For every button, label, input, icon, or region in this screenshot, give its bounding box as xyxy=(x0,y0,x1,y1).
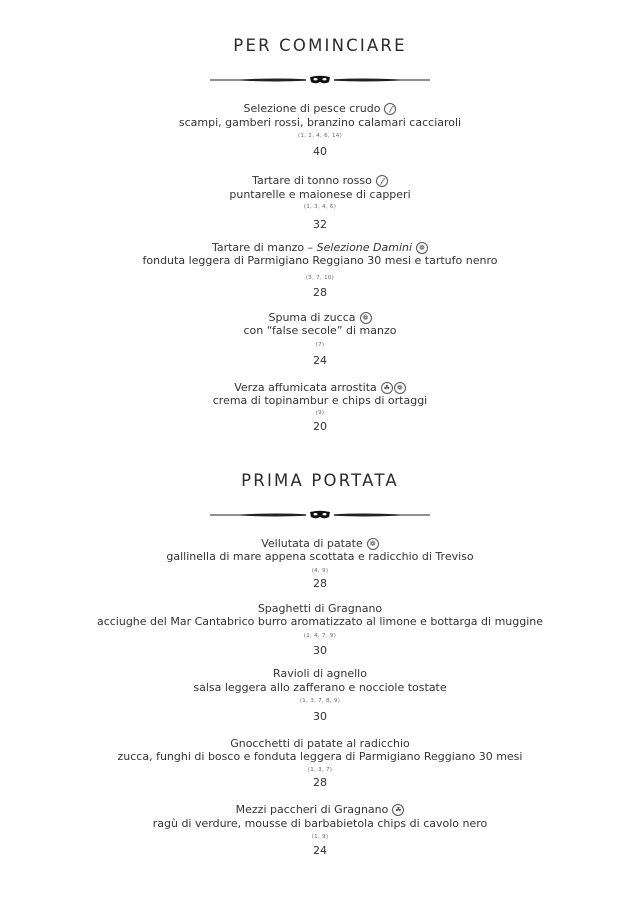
menu-item-name: Gnocchetti di patate al radicchio xyxy=(230,737,410,750)
menu-item-price: 30 xyxy=(313,644,327,657)
menu-item-description: crema di topinambur e chips di ortaggi xyxy=(212,394,428,407)
menu-item-description: fonduta leggera di Parmigiano Reggiano 30 mesi e tartufo nenro xyxy=(142,254,498,267)
menu-item-description: gallinella di mare appena scottata e radicchio di Treviso xyxy=(166,550,474,563)
section-title: PRIMA PORTATA xyxy=(241,471,399,490)
menu-item-allergens: (4, 9) xyxy=(311,568,329,574)
gluten-free-icon: ❁ xyxy=(416,242,428,254)
menu-item-price: 32 xyxy=(313,218,327,231)
menu-item-price: 24 xyxy=(313,354,327,367)
menu-item-name: Vellutata di patate ❁ xyxy=(0,537,640,550)
menu-item-price: 28 xyxy=(313,286,327,299)
menu-item-name: Selezione di pesce crudo 𝒻 xyxy=(0,102,640,115)
menu-item-name: Spaghetti di Gragnano xyxy=(257,602,383,615)
menu-item-allergens: (1, 3, 4, 6) xyxy=(303,204,337,210)
menu-item-allergens: (1, 2, 4, 6, 14) xyxy=(297,133,343,139)
menu-item-price: 30 xyxy=(313,710,327,723)
gluten-free-icon: ❁ xyxy=(360,312,372,324)
section-title: PER COMINCIARE xyxy=(233,36,407,55)
mask-divider-icon xyxy=(210,74,430,86)
menu-item-price: 28 xyxy=(313,577,327,590)
menu-item-price: 24 xyxy=(313,844,327,857)
fish-icon: 𝒻 xyxy=(384,103,396,115)
menu-item-allergens: (3, 7, 10) xyxy=(305,275,335,281)
menu-item-description: con “false secole” di manzo xyxy=(243,324,397,337)
menu-item-allergens: (1, 9) xyxy=(311,834,329,840)
menu-item-name: Ravioli di agnello xyxy=(273,667,367,680)
fish-icon: 𝒻 xyxy=(376,175,388,187)
gluten-free-icon: ❁ xyxy=(367,538,379,550)
menu-item-allergens: (9) xyxy=(315,410,325,416)
menu-item-price: 28 xyxy=(313,776,327,789)
gluten-free-icon: ❁ xyxy=(394,382,406,394)
menu-item-description: ragù di verdure, mousse di barbabietola chips di cavolo nero xyxy=(152,817,488,830)
mask-divider-icon xyxy=(210,509,430,521)
menu-item-description: zucca, funghi di bosco e fonduta leggera di Parmigiano Reggiano 30 mesi xyxy=(117,750,523,763)
menu-item-name: Spuma di zucca ❁ xyxy=(0,311,640,324)
menu-item-name: Tartare di manzo – Selezione Damini ❁ xyxy=(0,241,640,254)
menu-item-name: Verza affumicata arrostita ☘ ❁ xyxy=(0,381,640,394)
menu-item-allergens: (1, 3, 7, 8, 9) xyxy=(299,698,341,704)
menu-item-price: 20 xyxy=(313,420,327,433)
vegan-icon: ☘ xyxy=(381,382,393,394)
menu-item-name-italic: Selezione Damini xyxy=(316,241,413,254)
menu-item-description: salsa leggera allo zafferano e nocciole tostate xyxy=(193,681,447,694)
menu-item-allergens: (1, 3, 7) xyxy=(307,767,333,773)
menu-item-description: acciughe del Mar Cantabrico burro aromatizzato al limone e bottarga di muggine xyxy=(96,615,544,628)
menu-item-allergens: (7) xyxy=(315,342,325,348)
menu-item-name: Mezzi paccheri di Gragnano ☘ xyxy=(0,803,640,816)
menu-item-description: scampi, gamberi rossi, branzino calamari cacciaroli xyxy=(178,116,462,129)
menu-item-name: Tartare di tonno rosso 𝒻 xyxy=(0,174,640,187)
menu-item-description: puntarelle e maionese di capperi xyxy=(229,188,411,201)
vegan-icon: ☘ xyxy=(392,804,404,816)
menu-item-price: 40 xyxy=(313,145,327,158)
menu-item-allergens: (1, 4, 7, 9) xyxy=(303,633,337,639)
